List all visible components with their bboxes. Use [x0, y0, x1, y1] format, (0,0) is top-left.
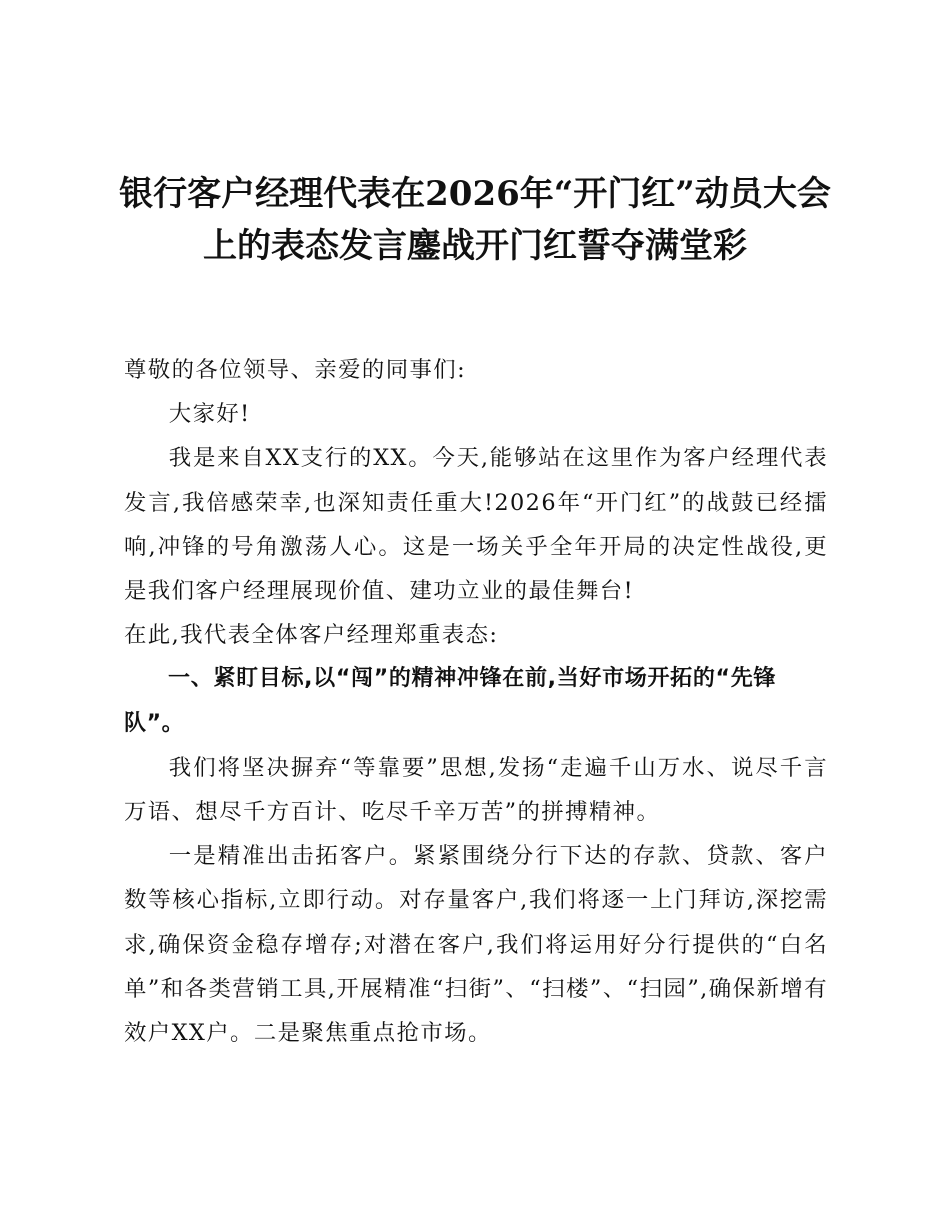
document-body — [124, 348, 828, 1055]
paragraph-actions: 一是精准出击拓客户。紧紧围绕分行下达的存款、贷款、客户数等核心指标,立即行动。对存量客户,我们将逐一上门拜访,深挖需求,确保资金稳存增存;对潜在客户,我们将运用好分行提供的“白名单”和各类营销工具,开展精准“扫街”、“扫楼”、“扫园”,确保新增有效户XX户。二是聚焦重点抢市场。 — [124, 843, 828, 1047]
section-heading-1: 一、紧盯目标,以“闯”的精神冲锋在前,当好市场开拓的“先锋队”。 — [124, 666, 776, 736]
paragraph-pledge: 在此,我代表全体客户经理郑重表态: — [124, 622, 499, 649]
paragraph-spirit: 我们将坚决摒弃“等靠要”思想,发扬“走遍千山万水、说尽千言万语、想尽千方百计、吃尽千辛万苦”的拼搏精神。 — [124, 754, 828, 826]
paragraph-intro: 我是来自XX支行的XX。今天,能够站在这里作为客户经理代表发言,我倍感荣幸,也深知责任重大!2026年“开门红”的战鼓已经擂响,冲锋的号角激荡人心。这是一场关乎全年开局的决定性战役,更是我们客户经理展现价值、建功立业的最佳舞台! — [124, 445, 828, 605]
greeting: 大家好! — [168, 401, 251, 428]
document-title: 银行客户经理代表在2026年“开门红”动员大会上的表态发言鏖战开门红誓夺满堂彩 — [119, 174, 831, 266]
salutation: 尊敬的各位领导、亲爱的同事们: — [124, 357, 467, 383]
